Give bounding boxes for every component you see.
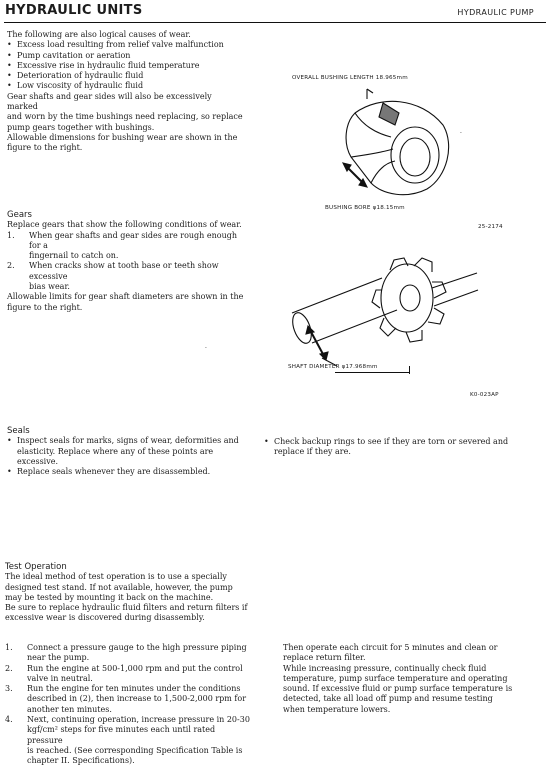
bushing-bore-label: BUSHING BORE φ18.15mm bbox=[325, 205, 405, 211]
gears-heading: Gears bbox=[7, 210, 32, 220]
test-operation-section bbox=[5, 562, 250, 624]
test-right-line: detected, take all load off pump and resume testing bbox=[283, 694, 493, 704]
wear-paragraph-line: and worn by the time bushings need replacing, so replace bbox=[7, 112, 243, 122]
wear-causes-list bbox=[7, 40, 245, 91]
list-item: • Low viscosity of hydraulic fluid bbox=[7, 81, 245, 91]
seals-right-column bbox=[264, 437, 509, 458]
list-item: 4. Next, continuing operation, increase pressure in 20-30 kgf/cm² steps for five minutes each until rated pressure is reached. (See corresponding Specification Table is chapter II. Specifications). bbox=[5, 715, 250, 766]
bushing-illustration bbox=[325, 85, 465, 210]
test-intro-line: Be sure to replace hydraulic fluid filters and return filters if bbox=[5, 603, 248, 613]
gears-section bbox=[7, 210, 245, 313]
shaft-diameter-label: SHAFT DIAMETER φ17.968mm bbox=[288, 364, 378, 370]
gears-closing-line: figure to the right. bbox=[7, 302, 83, 312]
test-intro-line: The ideal method of test operation is to use a specially bbox=[5, 572, 227, 582]
stray-mark: · bbox=[460, 130, 462, 137]
stray-mark: · bbox=[205, 345, 207, 352]
gears-conditions-list bbox=[7, 231, 245, 293]
list-item: 2. Run the engine at 500-1,000 rpm and put the control valve in neutral. bbox=[5, 663, 243, 683]
test-right-line: sound. If excessive fluid or pump surface temperature is bbox=[283, 684, 513, 694]
test-intro-line: excessive wear is discovered during disassembly. bbox=[5, 613, 205, 623]
wear-paragraph-line: pump gears together with bushings. bbox=[7, 122, 155, 132]
test-right-line: While increasing pressure, continually check fluid bbox=[283, 663, 487, 673]
test-intro-line: designed test stand. If not available, however, the pump bbox=[5, 582, 233, 592]
list-item: 2. When cracks show at tooth base or teeth show excessive bias wear. bbox=[7, 261, 219, 292]
figure-code: 25-2174 bbox=[478, 224, 503, 230]
gears-closing-line: Allowable limits for gear shaft diameters are shown in the bbox=[7, 292, 244, 302]
gears-intro: Replace gears that show the following conditions of wear. bbox=[7, 220, 242, 230]
seals-heading: Seals bbox=[7, 426, 30, 436]
label-underline bbox=[335, 372, 409, 373]
test-steps bbox=[5, 643, 250, 767]
test-right-line: replace return filter. bbox=[283, 653, 366, 663]
wear-paragraph-line: figure to the right. bbox=[7, 143, 83, 153]
test-right-line: when temperature lowers. bbox=[283, 704, 391, 714]
test-heading: Test Operation bbox=[5, 562, 67, 572]
list-item: • Replace seals whenever they are disassembled. bbox=[7, 467, 247, 477]
header-rule bbox=[4, 22, 546, 23]
gear-illustration bbox=[282, 238, 482, 368]
wear-paragraph-line: Gear shafts and gear sides will also be excessively marked bbox=[7, 91, 212, 112]
seals-section bbox=[7, 426, 247, 477]
bushing-length-label: OVERALL BUSHING LENGTH 18.965mm bbox=[292, 75, 408, 81]
test-right-column bbox=[283, 643, 523, 715]
wear-paragraph-line: Allowable dimensions for bushing wear are shown in the bbox=[7, 132, 238, 142]
list-item: • Check backup rings to see if they are torn or severed and replace if they are. bbox=[264, 437, 509, 458]
page-title: HYDRAULIC UNITS bbox=[5, 3, 143, 18]
list-item: 3. Run the engine for ten minutes under the conditions described in (2), then increase to 1,500-2,000 rpm for another ten minutes. bbox=[5, 684, 247, 714]
list-item: • Excessive rise in hydraulic fluid temperature bbox=[7, 61, 245, 71]
list-item: • Excess load resulting from relief valve malfunction bbox=[7, 40, 245, 50]
list-item: • Inspect seals for marks, signs of wear, deformities and elasticity. Replace where any of these points are excessive. bbox=[7, 436, 247, 467]
list-item: • Deterioration of hydraulic fluid bbox=[7, 71, 245, 81]
seals-list bbox=[7, 436, 247, 477]
figure-code: K0-023AP bbox=[470, 392, 499, 398]
label-tick bbox=[409, 366, 410, 374]
test-intro-line: may be tested by mounting it back on the machine. bbox=[5, 592, 214, 602]
section-title: HYDRAULIC PUMP bbox=[457, 8, 534, 17]
wear-intro: The following are also logical causes of wear. bbox=[7, 30, 191, 39]
wear-section bbox=[7, 30, 245, 154]
list-item: 1. When gear shafts and gear sides are rough enough for a fingernail to catch on. bbox=[7, 230, 238, 261]
list-item: • Pump cavitation or aeration bbox=[7, 51, 245, 61]
test-right-line: temperature, pump surface temperature and operating bbox=[283, 673, 508, 683]
test-right-line: Then operate each circuit for 5 minutes and clean or bbox=[283, 643, 498, 652]
list-item: 1. Connect a pressure gauge to the high pressure piping near the pump. bbox=[5, 643, 247, 663]
